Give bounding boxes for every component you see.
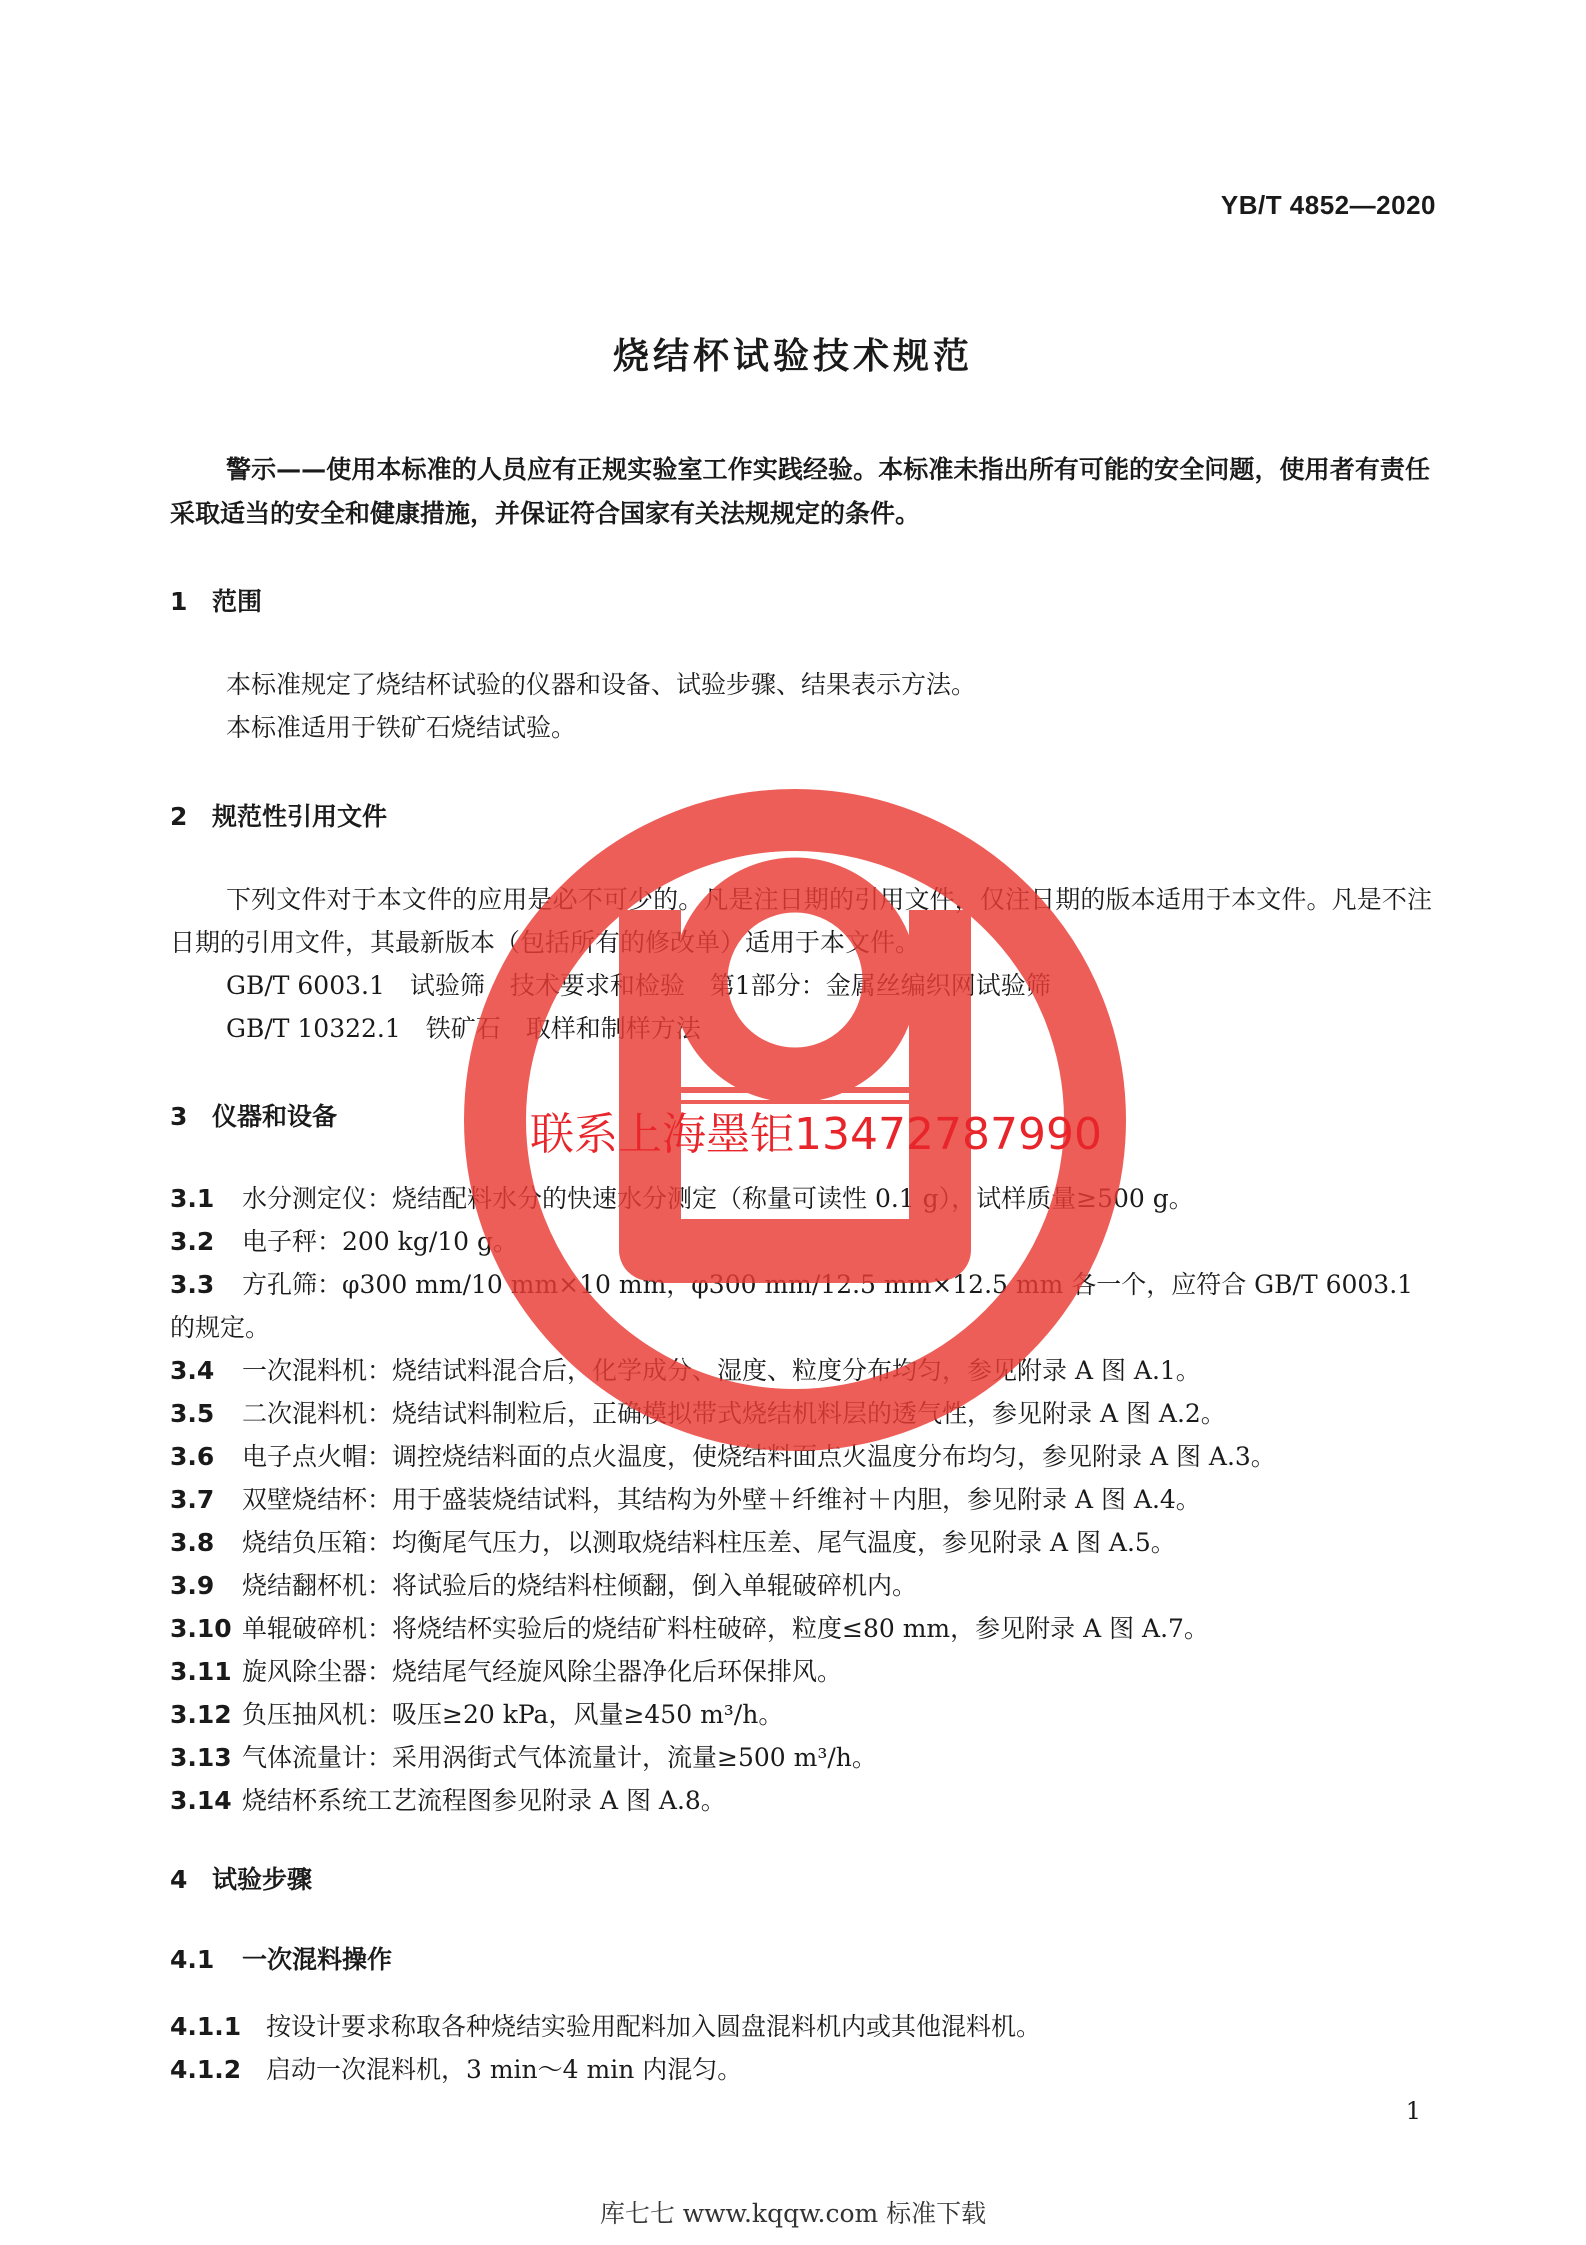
section-title: 仪器和设备 — [212, 1102, 338, 1131]
subsection-4-1-heading — [170, 1940, 392, 1976]
item-text: 二次混料机：烧结试料制粒后，正确模拟带式烧结机料层的透气性，参见附录 A 图 A.2。 — [242, 1399, 1226, 1428]
reference-item: GB/T 6003.1 试验筛 技术要求和检验 第1部分：金属丝编织网试验筛 — [226, 971, 1051, 1000]
warning-paragraph: 警示——使用本标准的人员应有正规实验室工作实践经验。本标准未指出所有可能的安全问题，使用者有责任采取适当的安全和健康措施，并保证符合国家有关法规规定的条件。 — [170, 455, 1430, 528]
section-4-heading — [170, 1860, 312, 1896]
item-number: 3.7 — [170, 1485, 215, 1514]
item-number: 3.3 — [170, 1270, 215, 1299]
section-3-heading — [170, 1097, 337, 1133]
document-title: 烧结杯试验技术规范 — [612, 336, 973, 377]
list-item — [170, 1564, 1432, 1607]
section-title: 试验步骤 — [212, 1865, 313, 1894]
section-title: 范围 — [212, 587, 263, 616]
item-text: 按设计要求称取各种烧结实验用配料加入圆盘混料机内或其他混料机。 — [266, 2012, 1042, 2041]
item-text: 旋风除尘器：烧结尾气经旋风除尘器净化后环保排风。 — [242, 1657, 843, 1686]
item-text: 气体流量计：采用涡街式气体流量计，流量≥500 m³/h。 — [242, 1743, 877, 1772]
item-number: 3.6 — [170, 1442, 215, 1471]
item-number: 3.10 — [170, 1614, 232, 1643]
list-item — [170, 1607, 1432, 1650]
item-number: 3.12 — [170, 1700, 232, 1729]
list-item — [170, 1478, 1432, 1521]
list-item — [170, 1220, 1432, 1263]
item-text: 电子秤：200 kg/10 g。 — [242, 1227, 519, 1256]
section-number: 2 — [170, 802, 188, 831]
section-number: 3 — [170, 1102, 188, 1131]
section-1-heading — [170, 582, 262, 618]
item-number: 3.13 — [170, 1743, 232, 1772]
item-text: 电子点火帽：调控烧结料面的点火温度，使烧结料面点火温度分布均匀，参见附录 A 图 A.3。 — [242, 1442, 1276, 1471]
section-number: 4 — [170, 1865, 188, 1894]
list-item — [170, 1392, 1432, 1435]
item-number: 4.1.1 — [170, 2012, 242, 2041]
item-number: 3.14 — [170, 1786, 232, 1815]
item-text: 烧结翻杯机：将试验后的烧结料柱倾翻，倒入单辊破碎机内。 — [242, 1571, 918, 1600]
list-item — [170, 1349, 1432, 1392]
item-text: 烧结杯系统工艺流程图参见附录 A 图 A.8。 — [242, 1786, 726, 1815]
page-number: 1 — [1405, 2097, 1421, 2125]
item-text: 一次混料机：烧结试料混合后，化学成分、湿度、粒度分布均匀，参见附录 A 图 A.1。 — [242, 1356, 1201, 1385]
item-number: 3.9 — [170, 1571, 215, 1600]
section-title: 规范性引用文件 — [212, 802, 388, 831]
subsection-title: 一次混料操作 — [242, 1945, 393, 1974]
list-item — [170, 1693, 1432, 1736]
paragraph: 本标准适用于铁矿石烧结试验。 — [226, 713, 577, 742]
list-item — [170, 2048, 1432, 2091]
item-text: 双壁烧结杯：用于盛装烧结试料，其结构为外壁＋纤维衬＋内胆，参见附录 A 图 A.4。 — [242, 1485, 1201, 1514]
item-text: 烧结负压箱：均衡尾气压力，以测取烧结料柱压差、尾气温度，参见附录 A 图 A.5。 — [242, 1528, 1176, 1557]
item-text: 启动一次混料机，3 min～4 min 内混匀。 — [266, 2055, 743, 2084]
item-text: 水分测定仪：烧结配料水分的快速水分测定（称量可读性 0.1 g），试样质量≥500 g。 — [242, 1184, 1194, 1213]
footer-source: 库七七 www.kqqw.com 标准下载 — [599, 2199, 987, 2228]
item-number: 3.8 — [170, 1528, 215, 1557]
item-number: 4.1.2 — [170, 2055, 242, 2084]
paragraph: 下列文件对于本文件的应用是必不可少的。凡是注日期的引用文件，仅注日期的版本适用于本文件。凡是不注日期的引用文件，其最新版本（包括所有的修改单）适用于本文件。 — [170, 885, 1432, 957]
item-number: 3.11 — [170, 1657, 232, 1686]
item-text: 单辊破碎机：将烧结杯实验后的烧结矿料柱破碎，粒度≤80 mm，参见附录 A 图 A.7。 — [242, 1614, 1209, 1643]
list-item — [170, 1177, 1432, 1220]
list-item — [170, 1521, 1432, 1564]
list-item — [170, 1435, 1432, 1478]
paragraph: 本标准规定了烧结杯试验的仪器和设备、试验步骤、结果表示方法。 — [226, 670, 977, 699]
item-number: 3.5 — [170, 1399, 215, 1428]
reference-item: GB/T 10322.1 铁矿石 取样和制样方法 — [226, 1014, 701, 1043]
section-3-list — [170, 1177, 1432, 1822]
list-item — [170, 2005, 1432, 2048]
watermark-text: 联系上海墨钜13472787990 — [530, 1109, 1102, 1160]
item-number: 3.1 — [170, 1184, 215, 1213]
item-number: 3.2 — [170, 1227, 215, 1256]
section-4-1-list — [170, 2005, 1432, 2091]
section-2-heading — [170, 797, 387, 833]
section-2-body — [170, 878, 1432, 1050]
list-item — [170, 1779, 1432, 1822]
list-item — [170, 1263, 1432, 1349]
subsection-number: 4.1 — [170, 1945, 215, 1974]
standard-code: YB/T 4852—2020 — [1220, 190, 1436, 220]
list-item — [170, 1736, 1432, 1779]
item-number: 3.4 — [170, 1356, 215, 1385]
item-text: 方孔筛：φ300 mm/10 mm×10 mm，φ300 mm/12.5 mm×12.5 mm 各一个，应符合 GB/T 6003.1 的规定。 — [170, 1270, 1414, 1342]
list-item — [170, 1650, 1432, 1693]
section-number: 1 — [170, 587, 188, 616]
item-text: 负压抽风机：吸压≥20 kPa，风量≥450 m³/h。 — [242, 1700, 784, 1729]
section-1-body — [170, 663, 1432, 749]
